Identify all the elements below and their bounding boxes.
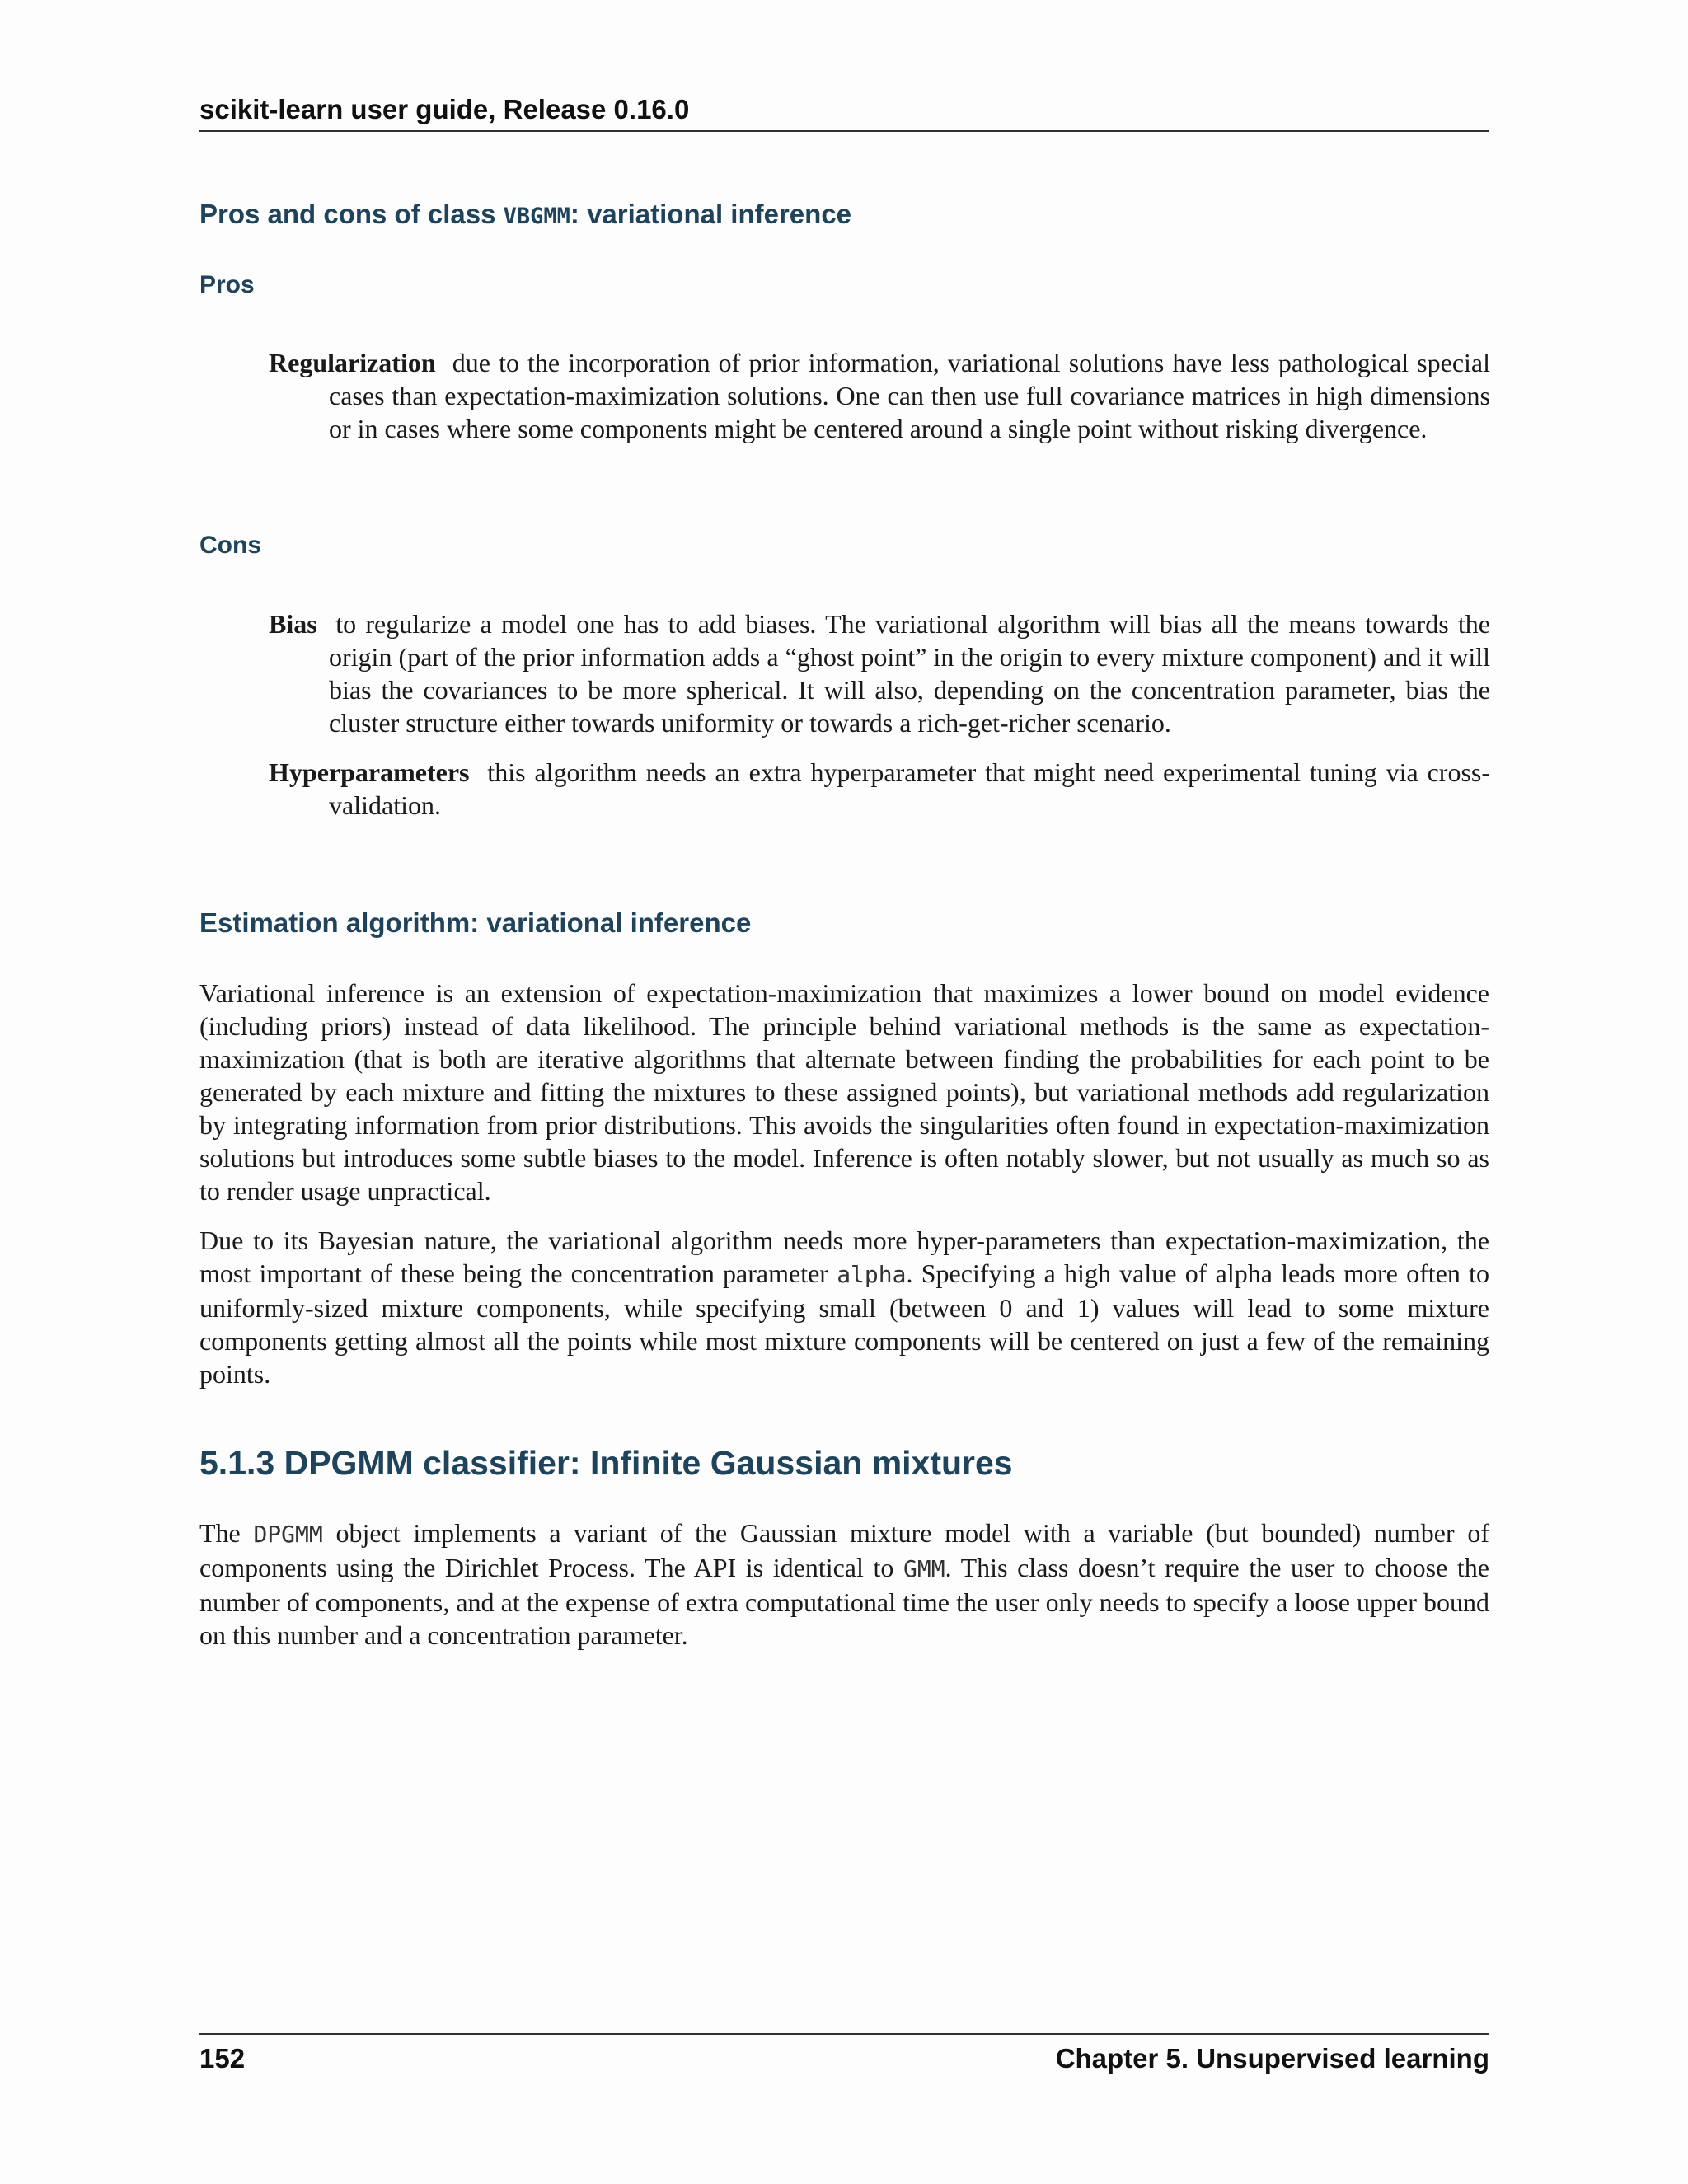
text: The xyxy=(199,1518,254,1548)
inline-code-gmm: GMM xyxy=(903,1555,945,1582)
document-page xyxy=(199,0,1489,2184)
dpgmm-heading: 5.1.3 DPGMM classifier: Infinite Gaussian mixtures xyxy=(199,1444,1013,1482)
inline-code-dpgmm: DPGMM xyxy=(253,1521,323,1548)
cons-item-hyperparameters xyxy=(269,756,1490,822)
heading-prefix: Pros and cons of class xyxy=(199,199,504,229)
cons-item-bias xyxy=(269,607,1490,739)
heading-code: VBGMM xyxy=(503,204,570,229)
term: Regularization xyxy=(269,348,436,377)
heading-suffix: : variational inference xyxy=(570,199,852,229)
cons-heading: Cons xyxy=(199,532,261,559)
chapter-title: Chapter 5. Unsupervised learning xyxy=(1055,2043,1489,2074)
estimation-paragraph-2 xyxy=(199,1224,1489,1390)
text: object implements a variant of the Gaussian mixture model with a variable (but bounded) number of components using the Dirichlet Process. The API is identical to xyxy=(199,1518,1490,1582)
pros-heading: Pros xyxy=(199,271,255,298)
pros-item-regularization xyxy=(269,346,1490,445)
estimation-paragraph-1: Variational inference is an extension of expectation-maximization that maximizes a lower bound on model evidence (including priors) instead of data likelihood. The principle behind variational methods is the same as expectation-maximization (that is both are iterative algorithms that alternate between finding the probabilities for each point to be generated by each mixture and fitting the mixtures to these assigned points), but variational methods add regularization by integrating information from prior distributions. This avoids the singularities often found in expectation-maximization solutions but introduces some subtle biases to the model. Inference is often notably slower, but not usually as much so as to render usage unpractical. xyxy=(199,978,1489,1206)
page-number: 152 xyxy=(199,2043,246,2074)
definition: to regularize a model one has to add biases. The variational algorithm will bias all the means towards the origin (part of the prior information adds a “ghost point” in the origin to every mixture component) and it will bias the covariances to be more spherical. It will also, depending on the concentration parameter, bias the cluster structure either towards uniformity or towards a rich-get-richer scenario. xyxy=(329,609,1491,738)
estimation-heading: Estimation algorithm: variational inference xyxy=(199,907,752,938)
pros-list xyxy=(269,346,1490,445)
pros-cons-heading xyxy=(199,198,851,233)
cons-list xyxy=(269,607,1490,822)
running-header xyxy=(199,92,1489,132)
running-title: scikit-learn user guide, Release 0.16.0 xyxy=(199,94,690,124)
dpgmm-paragraph xyxy=(199,1516,1489,1652)
text: . Specifying a high value of alpha leads more often to uniformly-sized mixture components, while specifying small (between 0 and 1) values will lead to some mixture components getting almost all the points while most mixture components will be centered on just a few of the remaining points. xyxy=(199,1258,1490,1389)
definition: this algorithm needs an extra hyperparameter that might need experimental tuning via cross-validation. xyxy=(329,757,1491,820)
text: . This class doesn’t require the user to choose the number of components, and at the expense of extra computational time the user only needs to specify a loose upper bound on this number and a concentration parameter. xyxy=(199,1553,1490,1650)
term: Hyperparameters xyxy=(269,757,470,787)
term: Bias xyxy=(269,609,317,639)
definition: due to the incorporation of prior information, variational solutions have less pathological special cases than expectation-maximization solutions. One can then use full covariance matrices in high dimensions or in cases where some components might be centered around a single point without risking divergence. xyxy=(329,348,1491,443)
page-footer xyxy=(199,2033,1489,2076)
text: Due to its Bayesian nature, the variational algorithm needs more hyper-parameters than expectation-maximization, the most important of these being the concentration parameter xyxy=(199,1226,1489,1288)
inline-code-alpha: alpha xyxy=(837,1261,907,1288)
